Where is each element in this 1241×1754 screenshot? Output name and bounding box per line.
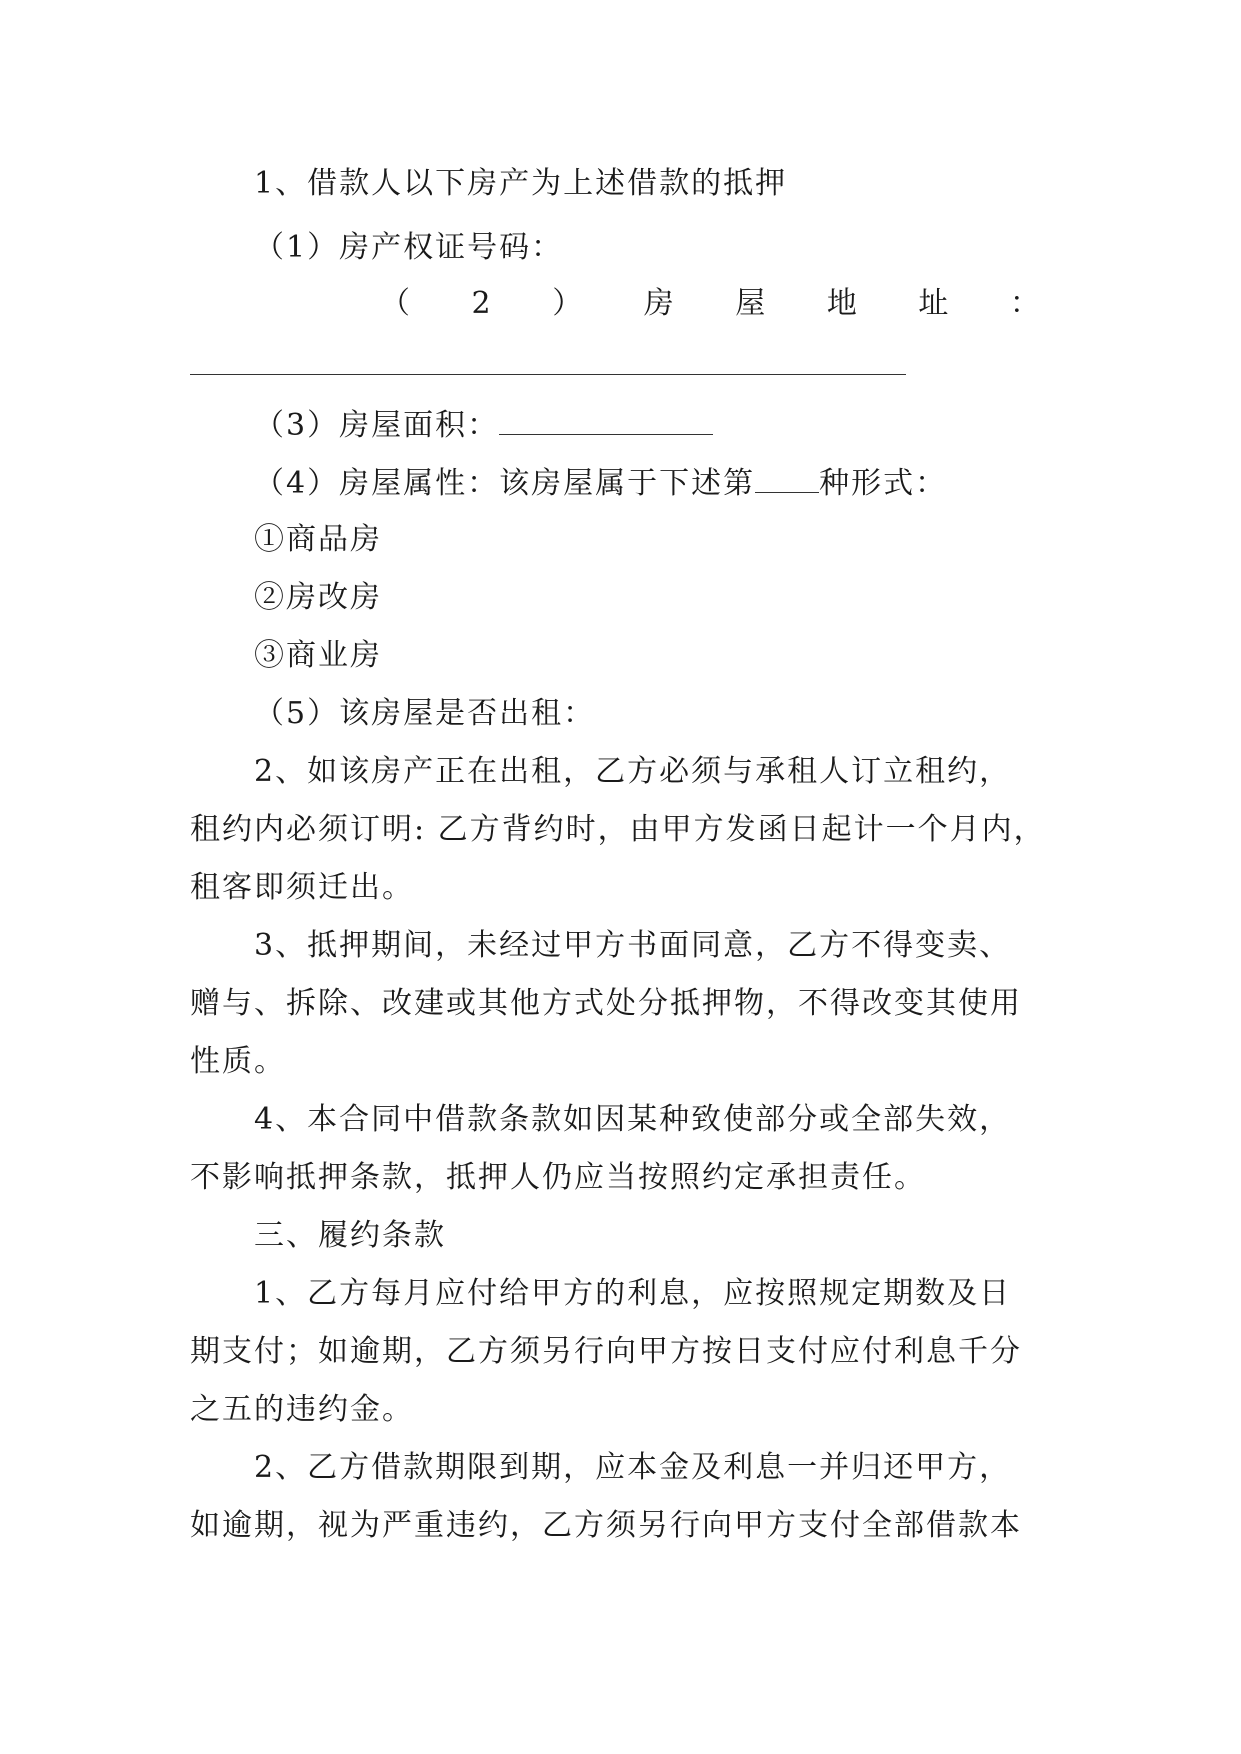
clause-3-line-2: 赠与、拆除、改建或其他方式处分抵押物，不得改变其使用 [190,986,1022,1021]
option-commercial-housing: ①商品房 [254,522,382,557]
clause-4-line-2: 不影响抵押条款，抵押人仍应当按照约定承担责任。 [190,1160,926,1195]
address-char: 2 [471,286,491,321]
clause-3-line-3: 性质。 [190,1044,286,1079]
performance-clause-1-line-3: 之五的违约金。 [190,1392,414,1427]
house-attribute-suffix: 种形式： [819,466,948,501]
house-area-label: （3）房屋面积： [254,408,500,443]
address-char: 地 [826,286,857,321]
house-attribute-line [254,462,947,504]
performance-clause-2-line-1: 2、乙方借款期限到期，应本金及利息一并归还甲方， [254,1450,1012,1485]
house-area-blank [499,404,713,435]
house-attribute-label: （4）房屋属性：该房屋属于下述第 [254,466,756,501]
performance-clause-2-line-2: 如逾期，视为严重违约，乙方须另行向甲方支付全部借款本 [190,1508,1022,1543]
address-char: ） [552,286,583,321]
performance-clause-1-line-2: 期支付；如逾期，乙方须另行向甲方按日支付应付利息千分 [190,1334,1022,1369]
property-address-label [380,284,1040,324]
clause-3-line-1: 3、抵押期间，未经过甲方书面同意，乙方不得变卖、 [254,928,1012,963]
house-attribute-blank [755,462,819,493]
address-char: 房 [643,286,674,321]
address-char: （ [380,286,410,321]
address-blank-line [190,374,906,375]
clause-4-line-1: 4、本合同中借款条款如因某种致使部分或全部失效， [254,1102,1012,1137]
house-area-line [254,404,713,446]
clause-2-line-1: 2、如该房产正在出租，乙方必须与承租人订立租约， [254,754,1012,789]
section-3-heading: 三、履约条款 [254,1218,446,1253]
address-char: ： [1009,286,1040,321]
property-cert-number-label: （1）房产权证号码： [254,230,564,265]
clause-1-heading: 1、借款人以下房产为上述借款的抵押 [254,166,788,201]
clause-2-line-3: 租客即须迁出。 [190,870,414,905]
option-reformed-housing: ②房改房 [254,580,382,615]
address-char: 屋 [735,286,766,321]
rental-status-label: （5）该房屋是否出租： [254,696,596,731]
address-char: 址 [918,286,949,321]
clause-2-line-2: 租约内必须订明: 乙方背约时，由甲方发函日起计一个月内， [190,812,1046,847]
performance-clause-1-line-1: 1、乙方每月应付给甲方的利息，应按照规定期数及日 [254,1276,1012,1311]
option-business-housing: ③商业房 [254,638,382,673]
